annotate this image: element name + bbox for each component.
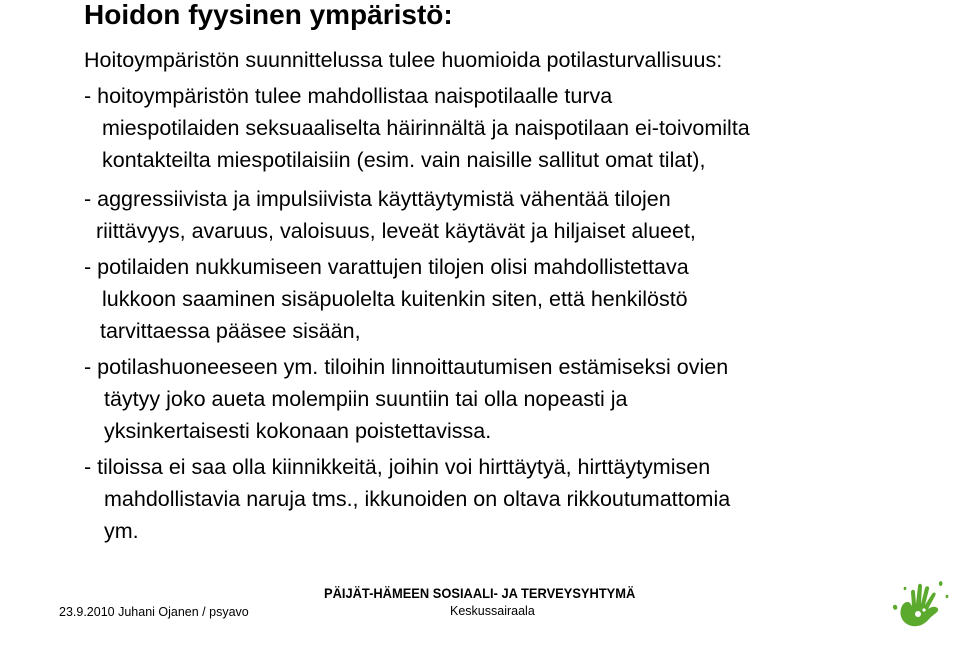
bullet-line: kontakteilta miespotilaisiin (esim. vain naisille sallitut omat tilat), (102, 148, 706, 172)
bullet-line: - potilaiden nukkumiseen varattujen tilojen olisi mahdollistettava (84, 255, 689, 279)
bullet-1 (84, 80, 954, 176)
bullet-line: lukkoon saaminen sisäpuolelta kuitenkin siten, että henkilöstö (102, 287, 688, 311)
footer-date-author: 23.9.2010 Juhani Ojanen / psyavo (59, 605, 249, 619)
bullet-4 (84, 351, 954, 447)
bullet-line: - aggressiivista ja impulsiivista käyttäytymistä vähentää tilojen (84, 187, 671, 211)
slide-title: Hoidon fyysinen ympäristö: (84, 0, 453, 30)
bullet-line: riittävyys, avaruus, valoisuus, leveät käytävät ja hiljaiset alueet, (96, 219, 696, 243)
bullet-line: tarvittaessa pääsee sisään, (100, 319, 361, 343)
bullet-line: - tiloissa ei saa olla kiinnikkeitä, joihin voi hirttäytyä, hirttäytymisen (84, 455, 711, 479)
bullet-line: - hoitoympäristön tulee mahdollistaa naispotilaalle turva (84, 84, 613, 108)
slide-body (84, 44, 954, 547)
bullet-5 (84, 451, 954, 547)
intro-text: Hoitoympäristön suunnittelussa tulee huomioida potilasturvallisuus: (84, 48, 723, 72)
bullet-line: ym. (104, 519, 139, 543)
green-hand-logo-icon (890, 574, 952, 632)
bullet-line: täytyy joko aueta molempiin suuntiin tai olla nopeasti ja (104, 387, 628, 411)
bullet-3 (84, 251, 954, 347)
bullet-line: miespotilaiden seksuaaliselta häirinnältä ja naispotilaan ei-toivomilta (102, 116, 750, 140)
footer-unit: Keskussairaala (450, 604, 535, 618)
bullet-line: - potilashuoneeseen ym. tiloihin linnoittautumisen estämiseksi ovien (84, 355, 729, 379)
footer-organization: PÄIJÄT-HÄMEEN SOSIAALI- JA TERVEYSYHTYMÄ (324, 585, 636, 601)
bullet-line: mahdollistavia naruja tms., ikkunoiden on oltava rikkoutumattomia (104, 487, 731, 511)
bullet-2 (84, 183, 954, 247)
bullet-line: yksinkertaisesti kokonaan poistettavissa. (104, 419, 492, 443)
